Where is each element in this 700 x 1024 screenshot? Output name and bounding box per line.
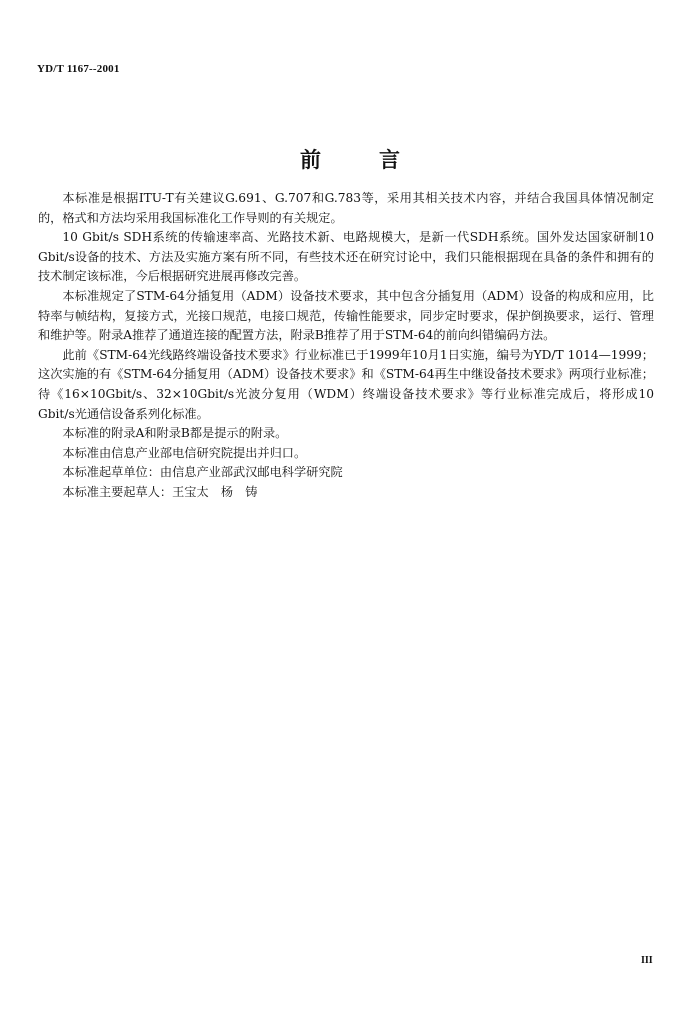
title-char-1: 前 xyxy=(300,148,321,172)
page-title xyxy=(0,147,700,173)
page-number: III xyxy=(641,955,653,966)
paragraph-background: 10 Gbit/s SDH系统的传输速率高、光路技术新、电路规模大，是新一代SDH系统。国外发达国家研制10 Gbit/s设备的技术、方法及实施方案有所不同，有些技术还在研究讨论中，我们只能根据现在具备的条件和拥有的技术制定该标准，今后根据研究进展再修改完善。 xyxy=(38,230,654,284)
title-char-2: 言 xyxy=(379,148,400,172)
paragraph-proposer: 本标准由信息产业部电信研究院提出并归口。 xyxy=(62,445,307,460)
paragraph-drafters: 本标准主要起草人：王宝太 杨 铸 xyxy=(62,484,258,499)
standard-code: YD/T 1167--2001 xyxy=(37,63,120,75)
paragraph-scope: 本标准规定了STM-64分插复用（ADM）设备技术要求，其中包含分插复用（ADM）设备的构成和应用，比特率与帧结构，复接方式，光接口规范，电接口规范，传输性能要求，同步定时要求，保护倒换要求，运行、管理和维护等。附录A推荐了通道连接的配置方法，附录B推荐了用于STM-64的前向纠错编码方法。 xyxy=(38,288,654,343)
foreword-body xyxy=(38,189,654,503)
paragraph-drafting-unit: 本标准起草单位：由信息产业部武汉邮电科学研究院 xyxy=(62,465,343,480)
paragraph-appendix-note: 本标准的附录A和附录B都是提示的附录。 xyxy=(62,426,288,441)
paragraph-related-standards: 此前《STM-64光线路终端设备技术要求》行业标准已于1999年10月1日实施，编号为YD/T 1014—1999；这次实施的有《STM-64分插复用（ADM）设备技术要求》和《STM-64再生中继设备技术要求》两项行业标准；待《16×10Gbit/s、32×10Gbit/s光波分复用（WDM）终端设备技术要求》等行业标准完成后，将形成10 Gbit/s光通信设备系列化标准。 xyxy=(38,347,654,421)
paragraph-basis: 本标准是根据ITU-T有关建议G.691、G.707和G.783等，采用其相关技术内容，并结合我国具体情况制定的，格式和方法均采用我国标准化工作导则的有关规定。 xyxy=(38,191,654,225)
